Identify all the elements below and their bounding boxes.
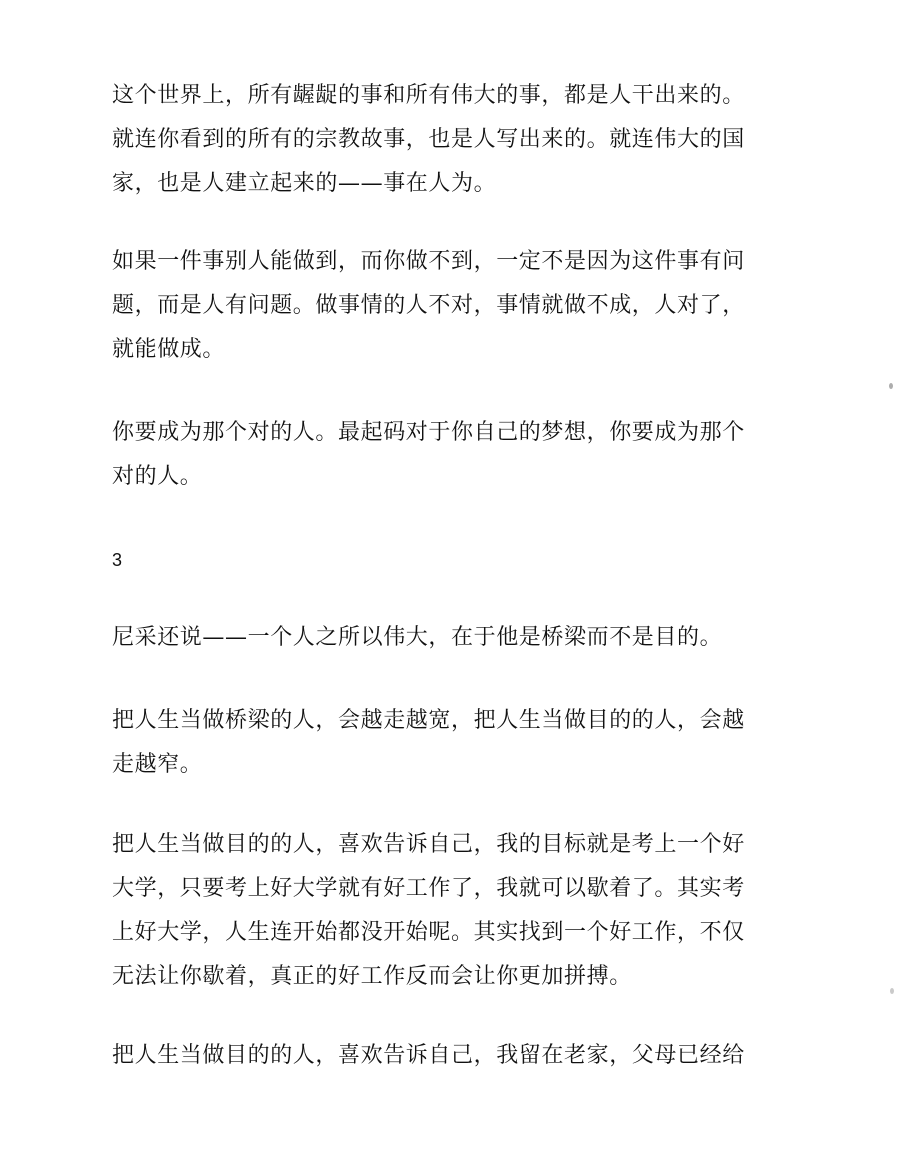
paragraph-line: 把人生当做目的的人，喜欢告诉自己，我留在老家，父母已经给 <box>112 1043 745 1068</box>
paragraph-line: 尼采还说——一个人之所以伟大，在于他是桥梁而不是目的。 <box>112 625 723 650</box>
paragraph-line: 走越窄。 <box>112 752 203 777</box>
paragraph-7 <box>112 1034 745 1078</box>
section-number: 3 <box>112 550 123 570</box>
paragraph-line: 就连你看到的所有的宗教故事，也是人写出来的。就连伟大的国 <box>112 127 745 152</box>
paragraph-line: 你要成为那个对的人。最起码对于你自己的梦想，你要成为那个 <box>112 420 745 445</box>
paragraph-6 <box>112 823 745 999</box>
paragraph-line: 对的人。 <box>112 464 203 489</box>
scan-speck <box>890 988 894 994</box>
paragraph-5 <box>112 699 745 787</box>
paragraph-line: 题，而是人有问题。做事情的人不对，事情就做不成，人对了， <box>112 293 745 318</box>
paragraph-line: 大学，只要考上好大学就有好工作了，我就可以歇着了。其实考 <box>112 876 745 901</box>
paragraph-line: 上好大学，人生连开始都没开始呢。其实找到一个好工作，不仅 <box>112 920 745 945</box>
paragraph-3 <box>112 411 745 499</box>
paragraph-1 <box>112 74 745 206</box>
paragraph-line: 把人生当做目的的人，喜欢告诉自己，我的目标就是考上一个好 <box>112 832 745 857</box>
paragraph-line: 把人生当做桥梁的人，会越走越宽，把人生当做目的的人，会越 <box>112 708 745 733</box>
paragraph-4 <box>112 616 737 660</box>
paragraph-line: 家，也是人建立起来的——事在人为。 <box>112 171 497 196</box>
scan-speck <box>889 383 893 389</box>
paragraph-line: 就能做成。 <box>112 337 226 362</box>
paragraph-line: 这个世界上，所有龌龊的事和所有伟大的事，都是人干出来的。 <box>112 83 745 108</box>
paragraph-line: 无法让你歇着，真正的好工作反而会让你更加拼搏。 <box>112 964 632 989</box>
paragraph-2 <box>112 240 745 372</box>
paragraph-line: 如果一件事别人能做到，而你做不到，一定不是因为这件事有问 <box>112 249 745 274</box>
